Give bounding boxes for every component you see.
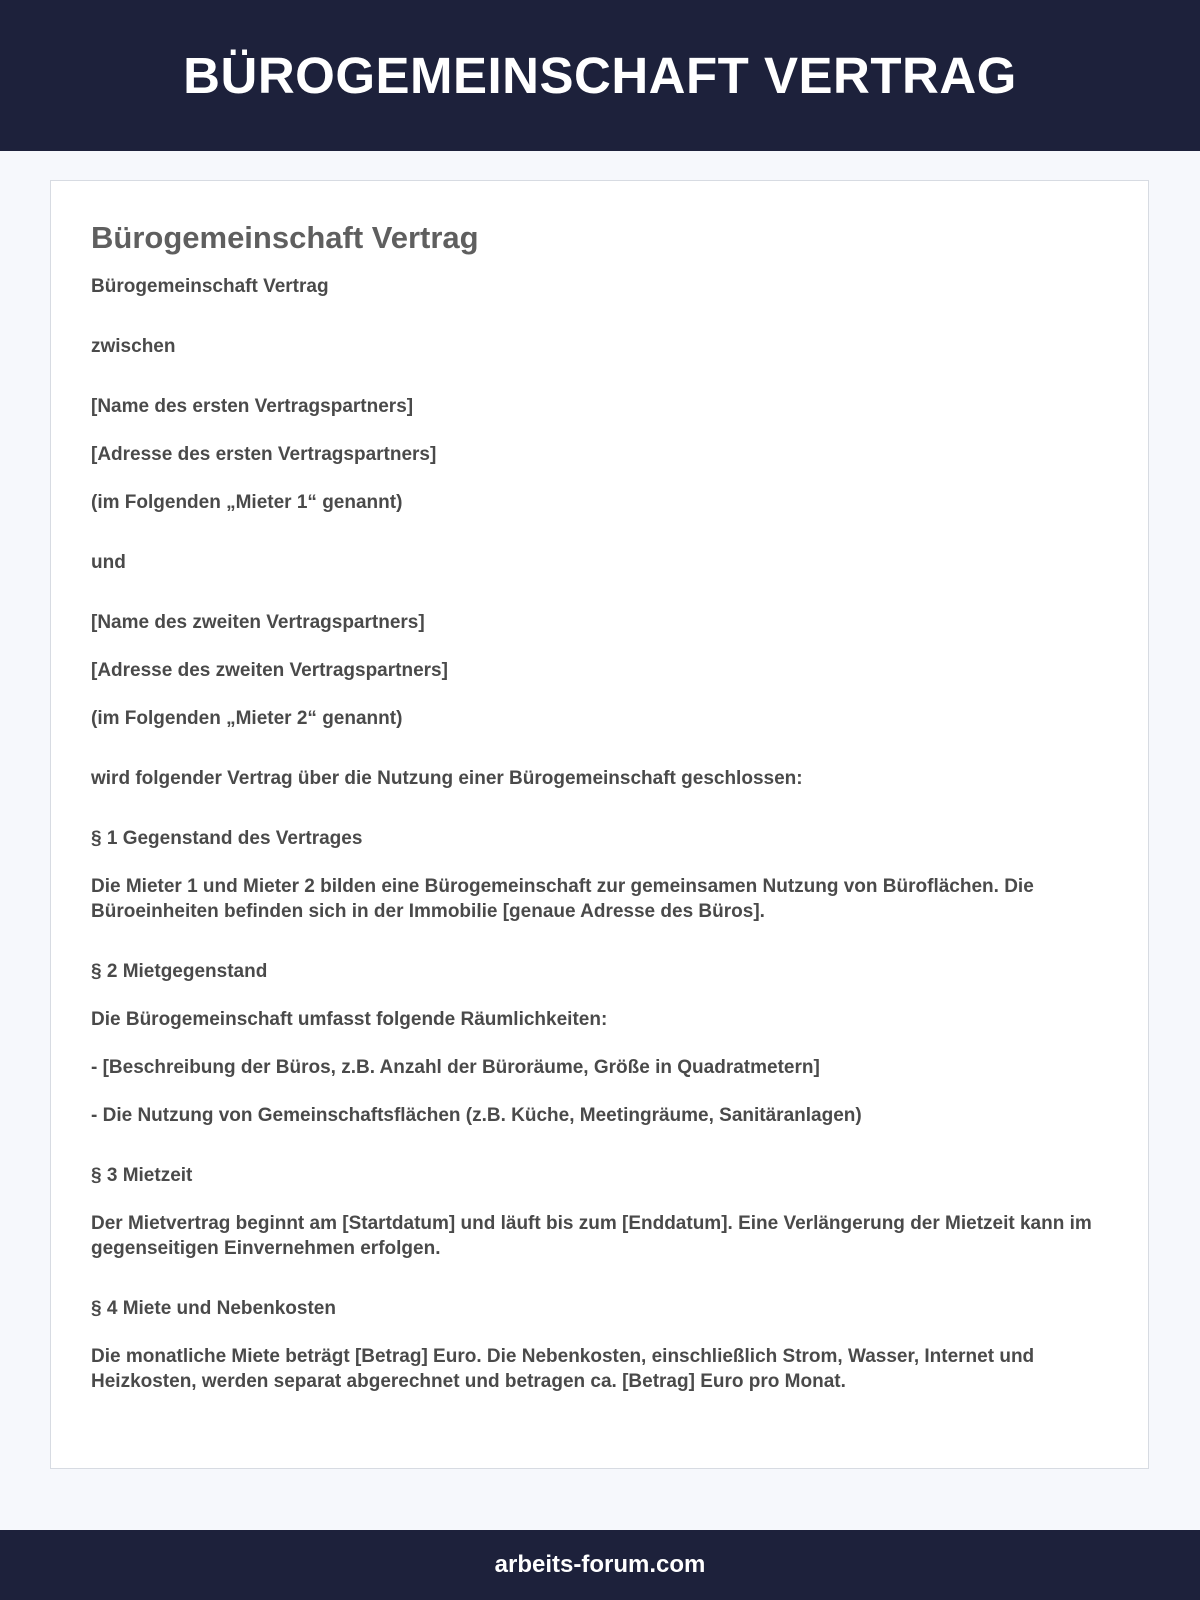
document-heading: Bürogemeinschaft Vertrag [91, 220, 479, 255]
section-4-text: Die monatliche Miete beträgt [Betrag] Euro. Die Nebenkosten, einschließlich Strom, Wasser, Internet und Heizkosten, werden separat abgerechnet und betragen ca. [Betrag] Euro pro Monat. [91, 1346, 1035, 1393]
second-party-designation: (im Folgenden „Mieter 2“ genannt) [91, 708, 403, 730]
section-1-text: Die Mieter 1 und Mieter 2 bilden eine Bürogemeinschaft zur gemeinsamen Nutzung von Büroflächen. Die Büroeinheiten befinden sich in der Immobilie [genaue Adresse des Büros]. [91, 876, 1034, 923]
footer-site-name[interactable]: arbeits-forum.com [494, 1551, 706, 1578]
first-party-name: [Name des ersten Vertragspartners] [91, 396, 414, 418]
section-2-heading: § 2 Mietgegenstand [91, 961, 268, 983]
section-3-heading: § 3 Mietzeit [91, 1165, 193, 1187]
section-1-heading: § 1 Gegenstand des Vertrages [91, 828, 363, 850]
second-party-address: [Adresse des zweiten Vertragspartners] [91, 660, 448, 682]
document-subtitle: Bürogemeinschaft Vertrag [91, 276, 329, 298]
section-2-list-item: - Die Nutzung von Gemeinschaftsflächen (z.B. Küche, Meetingräume, Sanitäranlagen) [91, 1105, 862, 1127]
and-line: und [91, 552, 126, 574]
between-line: zwischen [91, 336, 176, 358]
site-footer [0, 1530, 1200, 1600]
first-party-address: [Adresse des ersten Vertragspartners] [91, 444, 437, 466]
document-card [50, 180, 1149, 1469]
first-party-designation: (im Folgenden „Mieter 1“ genannt) [91, 492, 403, 514]
section-2-list-item: - [Beschreibung der Büros, z.B. Anzahl der Büroräume, Größe in Quadratmetern] [91, 1057, 820, 1079]
section-4-heading: § 4 Miete und Nebenkosten [91, 1298, 336, 1320]
site-title: BÜROGEMEINSCHAFT VERTRAG [183, 47, 1017, 104]
second-party-name: [Name des zweiten Vertragspartners] [91, 612, 425, 634]
site-header [0, 0, 1200, 151]
section-2-text: Die Bürogemeinschaft umfasst folgende Räumlichkeiten: [91, 1009, 608, 1031]
contract-intro: wird folgender Vertrag über die Nutzung einer Bürogemeinschaft geschlossen: [91, 768, 803, 790]
section-3-text: Der Mietvertrag beginnt am [Startdatum] und läuft bis zum [Enddatum]. Eine Verlängerung der Mietzeit kann im gegenseitigen Einvernehmen erfolgen. [91, 1213, 1092, 1260]
